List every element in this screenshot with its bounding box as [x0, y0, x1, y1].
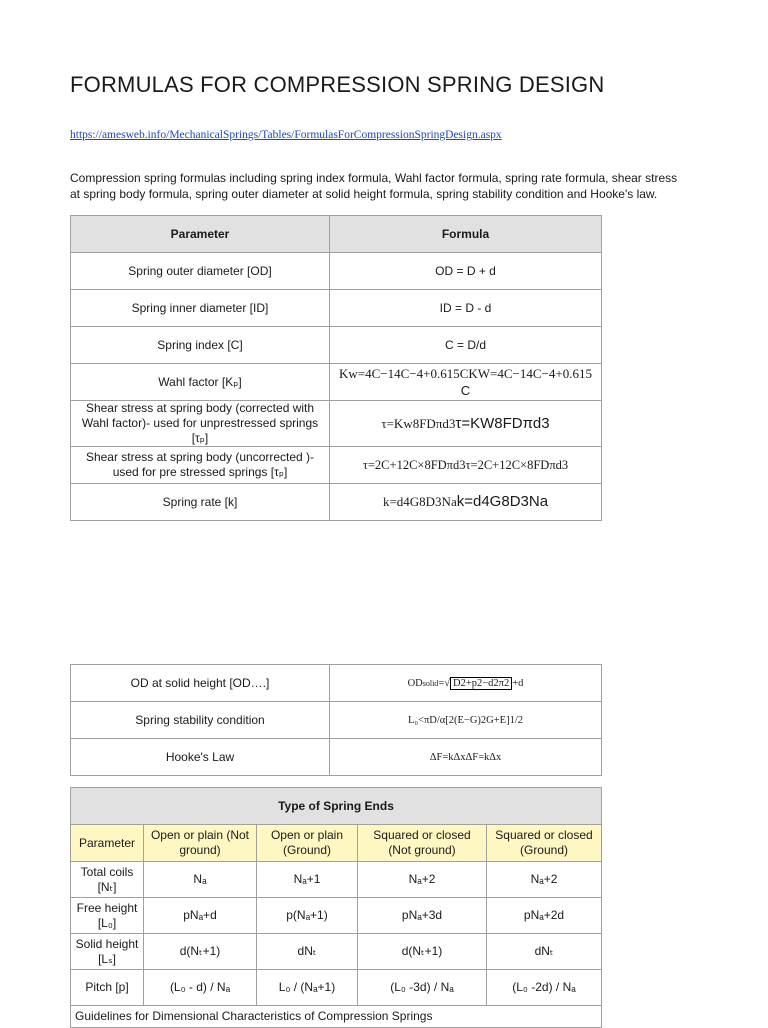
parameter-cell: Shear stress at spring body (corrected with Wahl factor)- used for unprestressed springs [τₚ] — [71, 401, 330, 447]
table-header-row — [71, 216, 602, 253]
table-cell: Nₐ+2 — [487, 862, 602, 898]
formula-cell — [330, 484, 602, 521]
formula-text: τ=Kw8FDπd3 — [381, 415, 456, 431]
table-cell: (L₀ - d) / Nₐ — [144, 970, 257, 1006]
table-row — [71, 862, 602, 898]
formula-cell: ΔF=kΔxΔF=kΔx — [330, 739, 602, 776]
table-row — [71, 739, 602, 776]
formula-cell: ID = D - d — [330, 290, 602, 327]
table-cell: (L₀ -2d) / Nₐ — [487, 970, 602, 1006]
parameter-cell: Spring index [C] — [71, 327, 330, 364]
table-cell: Pitch [p] — [71, 970, 144, 1006]
source-link[interactable]: https://amesweb.info/MechanicalSprings/Tables/FormulasForCompressionSpringDesign.aspx — [70, 129, 502, 141]
table-cell: Free height [L₀] — [71, 898, 144, 934]
column-header: Open or plain (Not ground) — [144, 825, 257, 862]
parameter-cell: Spring inner diameter [ID] — [71, 290, 330, 327]
table-cell: (L₀ -3d) / Nₐ — [358, 970, 487, 1006]
column-header: Squared or closed (Not ground) — [358, 825, 487, 862]
table-cell: d(Nₜ+1) — [144, 934, 257, 970]
table-cell: Nₐ+1 — [257, 862, 358, 898]
column-header: Parameter — [71, 825, 144, 862]
table-row — [71, 702, 602, 739]
page-title: FORMULAS FOR COMPRESSION SPRING DESIGN — [70, 72, 605, 97]
formula-cell: τ=2C+12C×8FDπd3τ=2C+12C×8FDπd3 — [330, 447, 602, 484]
formula-text: +d — [512, 677, 524, 689]
formula-text: OD — [407, 677, 423, 689]
parameter-cell: Spring rate [k] — [71, 484, 330, 521]
table-row — [71, 484, 602, 521]
table-row — [71, 401, 602, 447]
intro-paragraph: Compression spring formulas including spring index formula, Wahl factor formula, spring rate formula, shear stress at spring body formula, spring outer diameter at solid height formula, spring stability condition and Hooke's law. — [70, 171, 678, 201]
table-cell: Total coils [Nₜ] — [71, 862, 144, 898]
formula-text: Kw=4C−14C−4+0.615CKW=4C−14C−4+0.615 — [339, 366, 592, 381]
formula-text: k=d4G8D3Na — [456, 493, 549, 510]
formula-cell — [330, 401, 602, 447]
table-cell: Solid height [Lₛ] — [71, 934, 144, 970]
table-cell: pNₐ+3d — [358, 898, 487, 934]
parameter-cell: Shear stress at spring body (uncorrected )- used for pre stressed springs [τₚ] — [71, 447, 330, 484]
column-header: Open or plain (Ground) — [257, 825, 358, 862]
table-cell: d(Nₜ+1) — [358, 934, 487, 970]
formula-box: D2+p2−d2π2 — [450, 677, 512, 690]
table-cell: pNₐ+d — [144, 898, 257, 934]
formula-cell: C = D/d — [330, 327, 602, 364]
table-row — [71, 364, 602, 401]
formula-text: τ=KW8FDπd3 — [455, 414, 550, 432]
table-row — [71, 253, 602, 290]
formula-subscript: solid — [422, 678, 439, 688]
table-header-row — [71, 825, 602, 862]
column-header: Squared or closed (Ground) — [487, 825, 602, 862]
table-row — [71, 934, 602, 970]
table-row — [71, 665, 602, 702]
table-row — [71, 447, 602, 484]
table-cell: L₀ / (Nₐ+1) — [257, 970, 358, 1006]
parameter-cell: Spring stability condition — [71, 702, 330, 739]
formula-cell: OD = D + d — [330, 253, 602, 290]
parameter-cell: Wahl factor [Kₚ] — [71, 364, 330, 401]
formula-cell — [330, 665, 602, 702]
table-cell: pNₐ+2d — [487, 898, 602, 934]
table-cell: dNₜ — [487, 934, 602, 970]
parameter-cell: OD at solid height [OD….] — [71, 665, 330, 702]
table-cell: Nₐ — [144, 862, 257, 898]
table-row — [71, 290, 602, 327]
formula-text: k=d4G8D3Na — [382, 494, 457, 509]
formula-cell: L₀<πD/α[2(E−G)2G+E]1/2 — [330, 702, 602, 739]
table-cell: p(Nₐ+1) — [257, 898, 358, 934]
table-footer: Guidelines for Dimensional Characteristics of Compression Springs — [71, 1006, 602, 1028]
table-row — [71, 970, 602, 1006]
table-caption-row — [71, 788, 602, 825]
formula-cell — [330, 364, 602, 401]
table-row — [71, 327, 602, 364]
parameter-cell: Spring outer diameter [OD] — [71, 253, 330, 290]
formula-text: =√ — [438, 677, 450, 689]
column-header: Parameter — [71, 216, 330, 253]
table-footer-row — [71, 1006, 602, 1028]
spring-ends-table — [70, 787, 602, 1028]
column-header: Formula — [330, 216, 602, 253]
formula-table — [70, 215, 602, 521]
table-cell: Nₐ+2 — [358, 862, 487, 898]
parameter-cell: Hooke's Law — [71, 739, 330, 776]
solid-height-table — [70, 664, 602, 776]
table-row — [71, 898, 602, 934]
table-cell: dNₜ — [257, 934, 358, 970]
formula-text: C — [460, 383, 471, 398]
table-caption: Type of Spring Ends — [71, 788, 602, 825]
